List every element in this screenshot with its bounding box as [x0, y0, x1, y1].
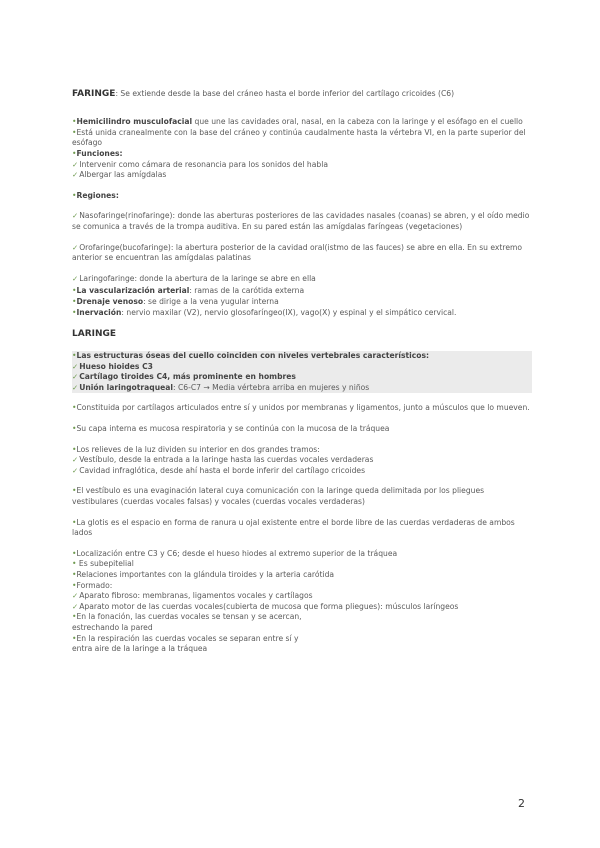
region-item: ✓Laringofaringe: donde la abertura de la laringe se abre en ella — [72, 273, 316, 283]
laringe-fonacion: •En la fonación, las cuerdas vocales se tensan y se acercan, — [72, 612, 302, 622]
laringe-respiracion-cont: entra aire de la laringe a la tráquea — [72, 644, 208, 654]
estructura-item: ✓Unión laringotraqueal: C6-C7 → Media vértebra arriba en mujeres y niños — [72, 382, 370, 392]
estructura-item: ✓Hueso hioides C3 — [72, 361, 153, 371]
laringe-vestibulo: •El vestíbulo es una evaginación lateral cuya comunicación con la laringe queda delimitada por los pliegues vestibulares (cuerdas vocales falsas) y vocales (cuerdas vocales verdaderas) — [72, 486, 485, 507]
check-icon: ✓ — [72, 159, 79, 169]
formado-item: ✓Aparato motor de las cuerdas vocales(cubierta de mucosa que forma pliegues): músculos laríngeos — [72, 601, 459, 611]
funcion-item: ✓Intervenir como cámara de resonancia para los sonidos del habla — [72, 159, 328, 169]
formado-item: ✓Aparato fibroso: membranas, ligamentos vocales y cartílagos — [72, 591, 313, 601]
regiones-label: •Regiones: — [72, 190, 119, 200]
laringe-constitucion: •Constituida por cartílagos articulados entre sí y unidos por membranas y ligamentos, junto a músculos que lo mueven. — [72, 403, 530, 413]
funcion-item: ✓Albergar las amígdalas — [72, 170, 167, 180]
inervacion: •Inervación: nervio maxilar (V2), nervio glosofaríngeo(IX), vago(X) y espinal y el simpático cervical. — [72, 307, 457, 317]
vascularizacion: •La vascularización arterial: ramas de la carótida externa — [72, 286, 305, 296]
check-icon: ✓ — [72, 455, 79, 465]
tramo-item: ✓Cavidad infraglótica, desde ahí hasta el borde inferir del cartílago cricoides — [72, 465, 366, 475]
page-content — [72, 80, 532, 655]
region-item: ✓Orofaringe(bucofaringe): la abertura posterior de la cavidad oral(istmo de las fauces) se abre en ella. En su extremo anterior se encuentran las amígdalas palatinas — [72, 242, 523, 263]
laringe-localizacion: •Localización entre C3 y C6; desde el hueso hiodes al extremo superior de la tráquea — [72, 548, 398, 558]
funciones-label: •Funciones: — [72, 148, 123, 158]
laringe-title: LARINGE — [72, 329, 117, 340]
laringe-subepitelial: • Es subepitelial — [72, 559, 134, 569]
check-icon: ✓ — [72, 211, 79, 221]
laringe-relaciones: •Relaciones importantes con la glándula tiroides y la arteria carótida — [72, 570, 335, 579]
estructura-item: ✓Cartílago tiroides C4, más prominente en hombres — [72, 372, 296, 382]
faringe-intro: : Se extiende desde la base del cráneo hasta el borde inferior del cartílago cricoides (C6) — [115, 88, 455, 98]
laringe-fonacion-cont: estrechando la pared — [72, 622, 153, 632]
laringe-formado: •Formado: — [72, 580, 113, 590]
check-icon: ✓ — [72, 242, 79, 252]
faringe-title: FARINGE — [72, 88, 116, 99]
check-icon: ✓ — [72, 170, 79, 180]
check-icon: ✓ — [72, 465, 79, 475]
laringe-capa: •Su capa interna es mucosa respiratoria y se continúa con la mucosa de la tráquea — [72, 424, 390, 434]
laringe-respiracion: •En la respiración las cuerdas vocales se separan entre sí y — [72, 633, 299, 643]
check-icon: ✓ — [72, 591, 79, 601]
laringe-glotis: •La glotis es el espacio en forma de ranura u ojal existente entre el borde libre de las cuerdas verdaderas de ambos lados — [72, 517, 515, 538]
check-icon: ✓ — [72, 372, 79, 382]
estructuras-block — [72, 351, 532, 393]
region-item: ✓Nasofaringe(rinofaringe): donde las aberturas posteriores de las cavidades nasales (coanas) se abren, y el oído medio se comunica a través de la trompa auditiva. En su pared están las amígdalas faríngeas (vegetaciones) — [72, 211, 530, 231]
faringe-heading — [72, 88, 532, 100]
page-number: 2 — [518, 797, 525, 810]
faringe-p2: •Está unida cranealmente con la base del cráneo y continúa caudalmente hasta la vértebra VI, en la parte superior del esófago — [72, 127, 526, 148]
check-icon: ✓ — [72, 361, 79, 371]
laringe-relieves: •Los relieves de la luz dividen su interior en dos grandes tramos: — [72, 444, 320, 454]
check-icon: ✓ — [72, 273, 79, 283]
tramo-item: ✓Vestíbulo, desde la entrada a la laringe hasta las cuerdas vocales verdaderas — [72, 455, 374, 465]
check-icon: ✓ — [72, 382, 79, 392]
estructuras-label: •Las estructuras óseas del cuello coinciden con niveles vertebrales característicos: — [72, 351, 430, 361]
drenaje: •Drenaje venoso: se dirige a la vena yugular interna — [72, 296, 279, 306]
faringe-p1: •Hemicilindro musculofacial que une las cavidades oral, nasal, en la cabeza con la laringe y el esófago en el cuello — [72, 117, 523, 127]
check-icon: ✓ — [72, 601, 79, 611]
